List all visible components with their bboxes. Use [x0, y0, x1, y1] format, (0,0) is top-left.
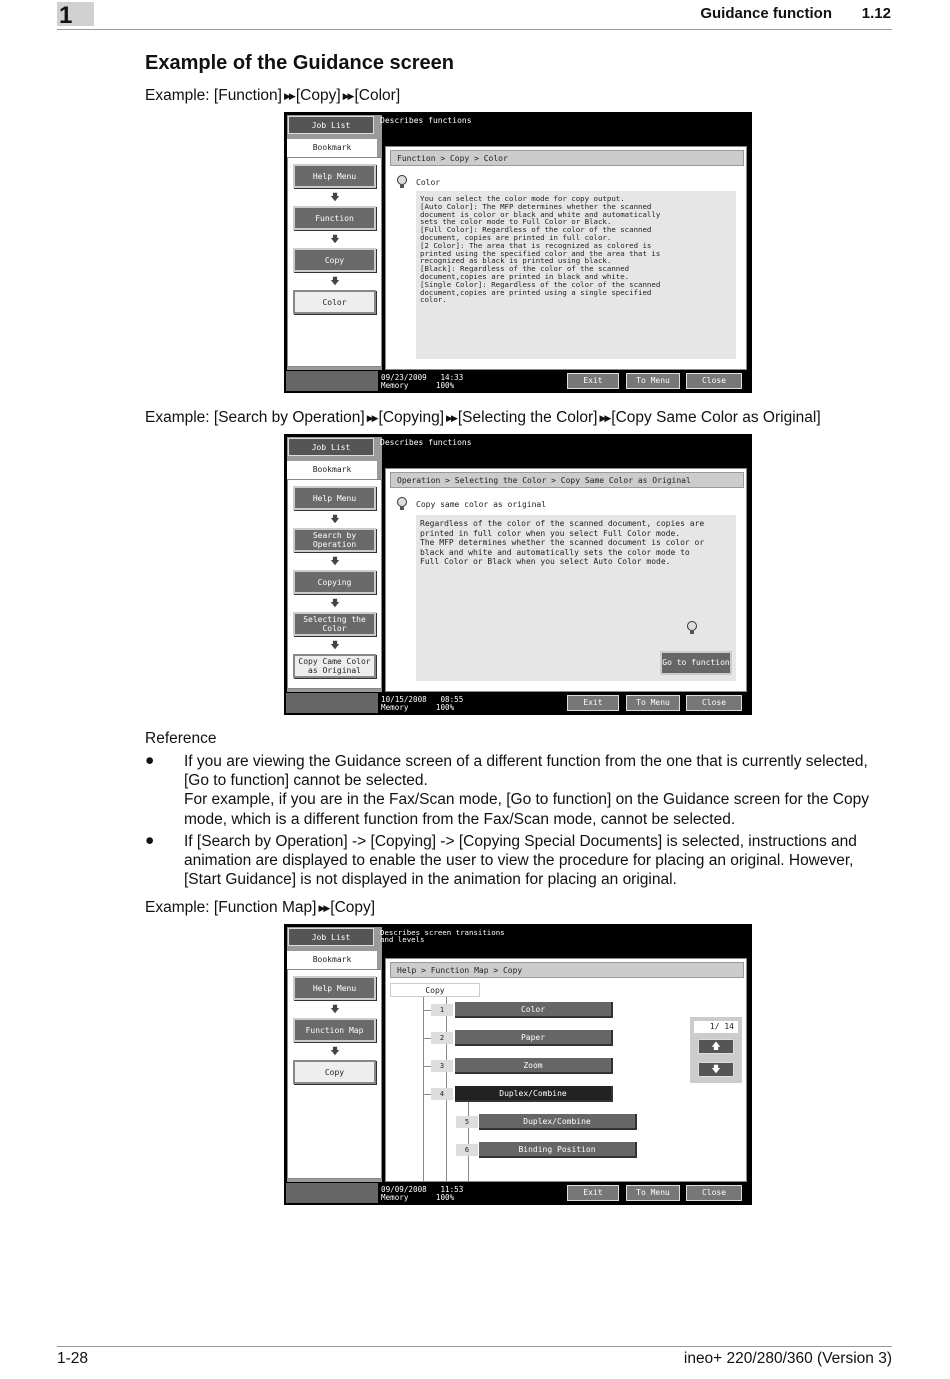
screen-function-copy-color: [284, 112, 752, 393]
nav-copy[interactable]: Copy: [293, 1060, 376, 1084]
tree-item-duplex-combine-sub[interactable]: Duplex/Combine: [479, 1114, 637, 1130]
footer-rule: [57, 1346, 892, 1347]
nav-search-by-operation[interactable]: Search by Operation: [293, 528, 376, 552]
content-title: Copy same color as original: [416, 500, 547, 509]
tree-root: Copy: [390, 983, 480, 997]
down-arrow-icon: 🡇: [330, 1005, 340, 1015]
ex3-part-a: Example: [Function Map]: [145, 899, 317, 916]
exit-button[interactable]: Exit: [567, 695, 619, 711]
down-arrow-icon: 🡇: [330, 277, 340, 287]
nav-copy-same-color[interactable]: Copy Came Color as Original: [293, 654, 376, 678]
bullet-icon: ●: [145, 832, 155, 849]
tree-item-paper[interactable]: Paper: [455, 1030, 613, 1046]
example-2-caption: [145, 408, 821, 428]
arrow-icon: ▶▶: [342, 91, 353, 101]
to-menu-button[interactable]: To Menu: [626, 695, 680, 711]
down-arrow-icon: 🡇: [330, 515, 340, 525]
down-arrow-icon: 🡇: [330, 641, 340, 651]
down-arrow-icon: 🡇: [330, 193, 340, 203]
nav-selecting-the-color[interactable]: Selecting the Color: [293, 612, 376, 636]
tree-item-number: 1: [431, 1004, 453, 1016]
nav-help-menu[interactable]: Help Menu: [293, 976, 376, 1000]
to-menu-button[interactable]: To Menu: [626, 1185, 680, 1201]
close-button[interactable]: Close: [686, 373, 742, 389]
screen-description: Describes functions: [380, 438, 472, 447]
header-title: Guidance function: [700, 5, 832, 22]
arrow-icon: ▶▶: [283, 91, 294, 101]
ex2-part-d: [Copy Same Color as Original]: [611, 409, 821, 426]
page-navigator: [690, 1017, 742, 1083]
header-section: 1.12: [861, 5, 891, 22]
date-time: 09/23/2009 14:33 Memory 100%: [381, 373, 464, 390]
nav-copy[interactable]: Copy: [293, 248, 376, 272]
job-list-button[interactable]: Job List: [288, 116, 374, 134]
tree-item-number: 3: [431, 1060, 453, 1072]
reference-bullet-1: If you are viewing the Guidance screen of a different function from the one that is currently selected, [Go to function] cannot be selected. For example, if you are in the Fax/Scan mode, [Go to function] on the Guidance screen for the Copy mode, which is a different function from the Fax/Scan mode, cannot be selected.: [184, 753, 869, 828]
ex1-part-a: Example: [Function]: [145, 87, 282, 104]
tree-item-duplex-combine[interactable]: Duplex/Combine: [455, 1086, 613, 1102]
down-arrow-icon: 🡇: [330, 1047, 340, 1057]
chapter-number: 1: [57, 2, 94, 26]
go-to-function-button[interactable]: Go to function: [660, 651, 732, 675]
breadcrumb: Operation > Selecting the Color > Copy Same Color as Original: [390, 472, 744, 488]
screen-function-map: [284, 924, 752, 1205]
tree-item-number: 5: [456, 1116, 478, 1128]
page-up-icon[interactable]: 🡅: [698, 1039, 734, 1054]
bullet-icon: ●: [145, 752, 155, 769]
content-title: Color: [416, 178, 441, 187]
down-arrow-icon: 🡇: [330, 599, 340, 609]
tree-item-number: 6: [456, 1144, 478, 1156]
content-body: You can select the color mode for copy output. [Auto Color]: The MFP determines whether the scanned document is color or black and white and automatically sets the color mode to Full Color or Black. [Full Color]: Regardless of the color of the scanned document, copies are printed in full color. [2 Color]: The area that is recognized as colored is printed using the specified color and the area that is recognized as black is printed using black. [Black]: Regardless of the color of the scanned document,copies are printed in black and white. [Single Color]: Regardless of the color of the scanned document,copies are printed using a single specified color.: [416, 191, 736, 359]
content-body: Regardless of the color of the scanned document, copies are printed in full color when you select Full Color mode. The MFP determines whether the scanned document is color or black and white and automatically sets the color mode to Full Color or Black when you select Auto Color mode.: [416, 515, 736, 681]
screen-description: Describes functions: [380, 116, 472, 125]
tree-item-color[interactable]: Color: [455, 1002, 613, 1018]
down-arrow-icon: 🡇: [330, 557, 340, 567]
tree-item-binding-position[interactable]: Binding Position: [479, 1142, 637, 1158]
nav-function[interactable]: Function: [293, 206, 376, 230]
job-list-button[interactable]: Job List: [288, 438, 374, 456]
nav-help-menu[interactable]: Help Menu: [293, 486, 376, 510]
tree-item-zoom[interactable]: Zoom: [455, 1058, 613, 1074]
bookmark-tab[interactable]: Bookmark: [287, 139, 377, 157]
arrow-icon: ▶▶: [366, 413, 377, 423]
nav-help-menu[interactable]: Help Menu: [293, 164, 376, 188]
nav-copying[interactable]: Copying: [293, 570, 376, 594]
bookmark-tab[interactable]: Bookmark: [287, 951, 377, 969]
nav-function-map[interactable]: Function Map: [293, 1018, 376, 1042]
page-down-icon[interactable]: 🡇: [698, 1062, 734, 1077]
header-rule: [57, 29, 892, 30]
lightbulb-icon: [686, 621, 698, 635]
product-name: ineo+ 220/280/360 (Version 3): [683, 1350, 892, 1367]
to-menu-button[interactable]: To Menu: [626, 373, 680, 389]
close-button[interactable]: Close: [686, 695, 742, 711]
ex2-part-c: [Selecting the Color]: [457, 409, 598, 426]
arrow-icon: ▶▶: [446, 413, 456, 423]
ex2-part-b: [Copying]: [378, 409, 445, 426]
breadcrumb: Function > Copy > Color: [390, 150, 744, 166]
date-time: 10/15/2008 08:55 Memory 100%: [381, 695, 464, 712]
screen-search-by-operation: [284, 434, 752, 715]
job-list-button[interactable]: Job List: [288, 928, 374, 946]
down-arrow-icon: 🡇: [330, 235, 340, 245]
page-number: 1-28: [57, 1350, 89, 1367]
nav-color[interactable]: Color: [293, 290, 376, 314]
exit-button[interactable]: Exit: [567, 1185, 619, 1201]
ex2-part-a: Example: [Search by Operation]: [145, 409, 365, 426]
lightbulb-icon: [396, 175, 408, 189]
reference-bullet-2: If [Search by Operation] -> [Copying] -> [Copying Special Documents] is selected, instructions and animation are displayed to enable the user to view the procedure for placing an original. However, [Start Guidance] is not displayed in the animation for placing an original.: [184, 833, 857, 889]
ex3-part-b: [Copy]: [330, 899, 376, 916]
example-3-caption: [145, 898, 375, 918]
bookmark-tab[interactable]: Bookmark: [287, 461, 377, 479]
breadcrumb: Help > Function Map > Copy: [390, 962, 744, 978]
date-time: 09/09/2008 11:53 Memory 100%: [381, 1185, 464, 1202]
example-1-caption: [145, 86, 400, 106]
ex1-part-c: [Color]: [354, 87, 401, 104]
lightbulb-icon: [396, 497, 408, 511]
exit-button[interactable]: Exit: [567, 373, 619, 389]
ex1-part-b: [Copy]: [295, 87, 341, 104]
tree-item-number: 4: [431, 1088, 453, 1100]
close-button[interactable]: Close: [686, 1185, 742, 1201]
tree-item-number: 2: [431, 1032, 453, 1044]
page-indicator: 1/ 14: [694, 1021, 738, 1033]
arrow-icon: ▶▶: [599, 413, 610, 423]
arrow-icon: ▶▶: [318, 903, 329, 913]
reference-label: Reference: [145, 730, 217, 747]
page-title: Example of the Guidance screen: [145, 52, 454, 74]
screen-description: Describes screen transitions and levels: [380, 928, 505, 944]
